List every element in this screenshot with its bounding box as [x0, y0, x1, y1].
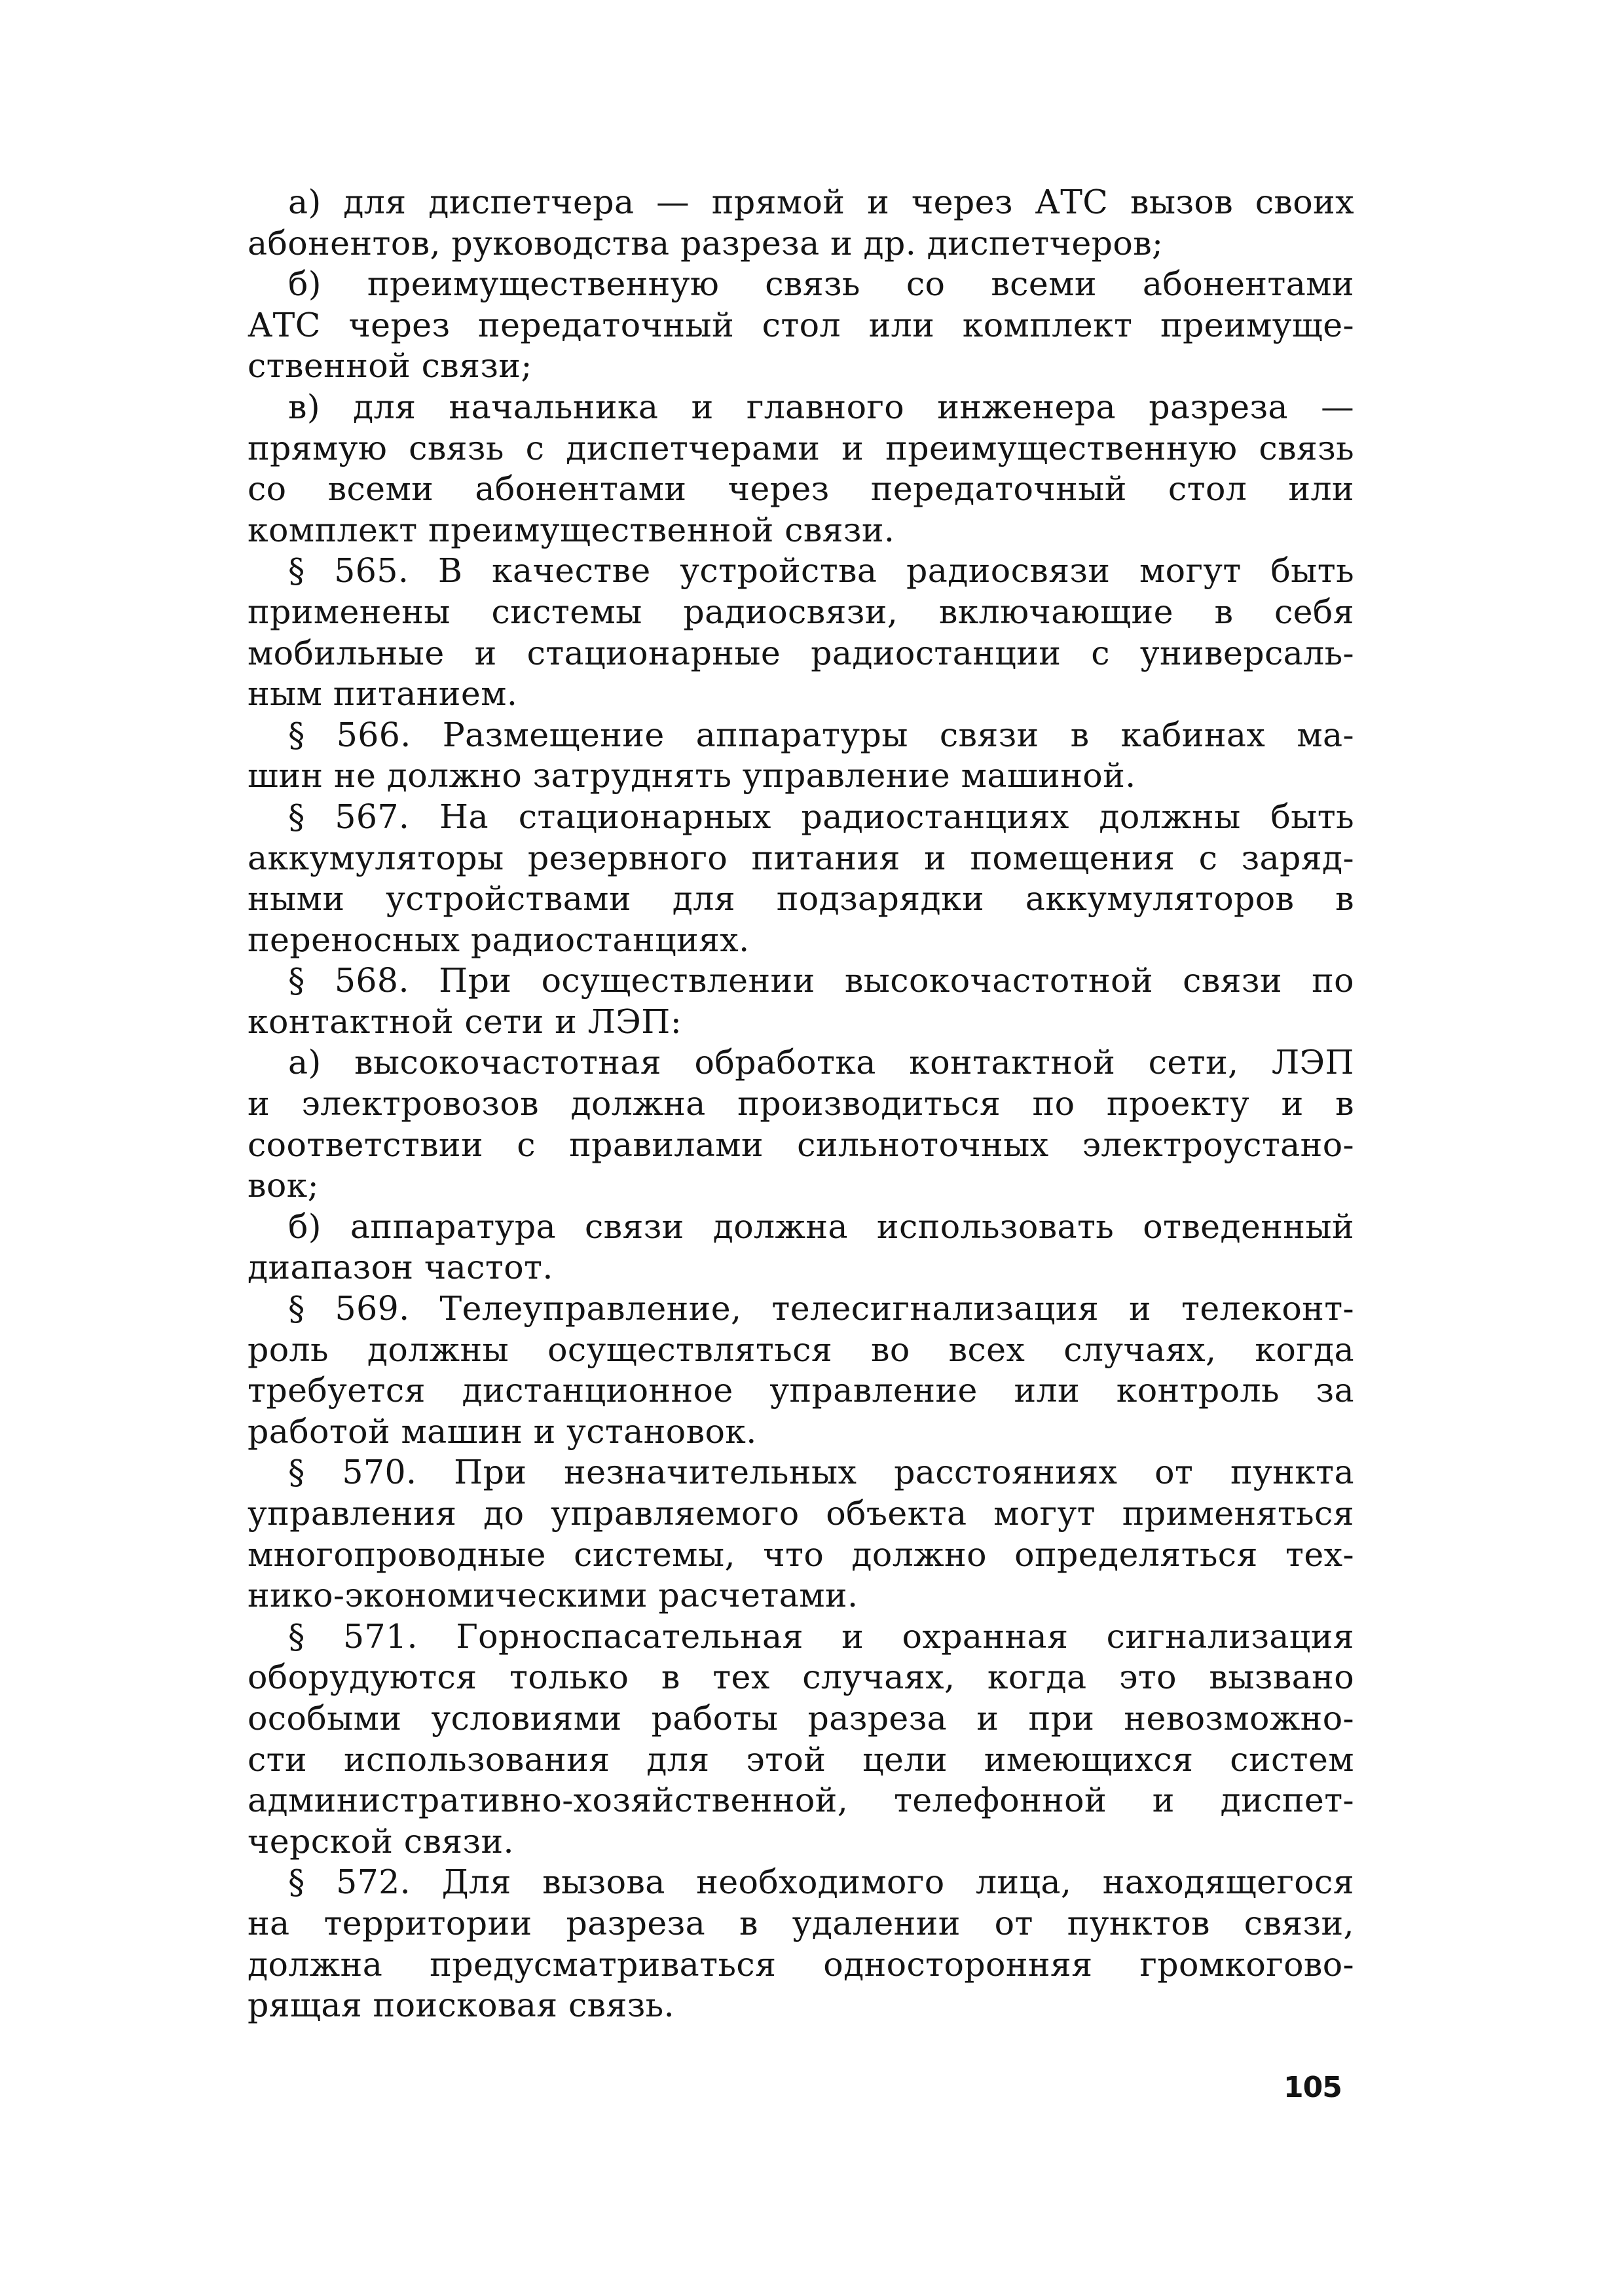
- text-line: многопроводные системы, что должно определяться тех-: [248, 1535, 1354, 1574]
- text-line: в) для начальника и главного инженера разреза —: [288, 387, 1354, 426]
- text-line: § 565. В качестве устройства радиосвязи могут быть: [288, 551, 1354, 591]
- text-line: абонентов, руководства разреза и др. диспетчеров;: [248, 223, 1164, 263]
- text-line: аккумуляторы резервного питания и помещения с заряд-: [248, 838, 1354, 877]
- text-line: рящая поисковая связь.: [248, 1986, 675, 2025]
- text-line: комплект преимущественной связи.: [248, 510, 895, 549]
- text-line: особыми условиями работы разреза и при невозможно-: [248, 1698, 1354, 1738]
- page-body-text: [248, 182, 1354, 2026]
- text-line: со всеми абонентами через передаточный стол или: [248, 469, 1354, 509]
- text-line: § 572. Для вызова необходимого лица, находящегося: [288, 1863, 1354, 1902]
- text-line: должна предусматриваться односторонняя громкогово-: [248, 1944, 1354, 1984]
- text-line: мобильные и стационарные радиостанции с универсаль-: [248, 633, 1354, 672]
- text-line: § 568. При осуществлении высокочастотной связи по: [288, 961, 1354, 1000]
- text-line: АТС через передаточный стол или комплект преимуще-: [248, 305, 1354, 344]
- text-line: работой машин и установок.: [248, 1412, 757, 1451]
- text-line: применены системы радиосвязи, включающие в себя: [248, 592, 1354, 631]
- text-line: диапазон частот.: [248, 1248, 553, 1287]
- text-line: § 567. На стационарных радиостанциях должны быть: [288, 797, 1354, 836]
- text-line: контактной сети и ЛЭП:: [248, 1002, 682, 1041]
- text-line: ными устройствами для подзарядки аккумуляторов в: [248, 879, 1354, 919]
- text-line: нико-экономическими расчетами.: [248, 1576, 858, 1615]
- page-number: 105: [1283, 2071, 1342, 2104]
- text-line: а) для диспетчера — прямой и через АТС вызов своих: [288, 183, 1354, 221]
- text-line: прямую связь с диспетчерами и преимущественную связь: [248, 428, 1354, 467]
- text-line: § 566. Размещение аппаратуры связи в кабинах ма-: [288, 715, 1354, 754]
- text-line: переносных радиостанциях.: [248, 920, 750, 959]
- text-line: ственной связи;: [248, 346, 532, 386]
- text-line: шин не должно затруднять управление машиной.: [248, 756, 1136, 795]
- text-line: ным питанием.: [248, 674, 518, 714]
- text-line: роль должны осуществляться во всех случаях, когда: [248, 1330, 1354, 1369]
- text-line: б) преимущественную связь со всеми абонентами: [288, 264, 1354, 304]
- text-line: соответствии с правилами сильноточных электроустано-: [248, 1125, 1354, 1164]
- text-line: вок;: [248, 1166, 320, 1205]
- text-line: § 569. Телеуправление, телесигнализация и телеконт-: [288, 1289, 1354, 1328]
- text-line: черской связи.: [248, 1821, 514, 1861]
- text-line: требуется дистанционное управление или контроль за: [248, 1371, 1354, 1410]
- text-line: а) высокочастотная обработка контактной сети, ЛЭП: [288, 1043, 1354, 1082]
- text-line: оборудуются только в тех случаях, когда это вызвано: [248, 1658, 1354, 1697]
- text-line: и электровозов должна производиться по проекту и в: [248, 1084, 1354, 1123]
- text-line: § 570. При незначительных расстояниях от пункта: [288, 1453, 1354, 1492]
- text-line: § 571. Горноспасательная и охранная сигнализация: [288, 1616, 1354, 1656]
- text-line: управления до управляемого объекта могут применяться: [248, 1494, 1354, 1533]
- text-line: на территории разреза в удалении от пунктов связи,: [248, 1903, 1354, 1942]
- text-line: административно-хозяйственной, телефонной и диспет-: [248, 1781, 1354, 1820]
- text-line: б) аппаратура связи должна использовать отведенный: [288, 1207, 1354, 1246]
- text-line: сти использования для этой цели имеющихся систем: [248, 1740, 1354, 1779]
